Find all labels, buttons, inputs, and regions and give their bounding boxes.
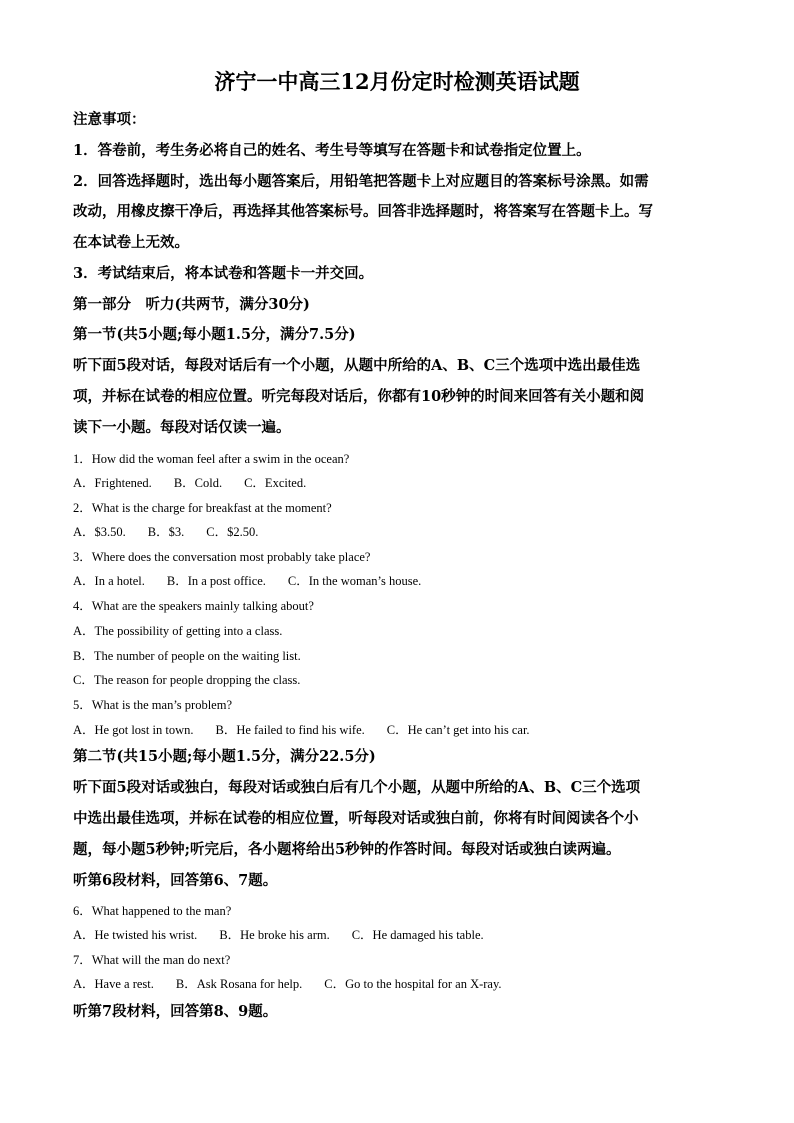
q6-option-b: B．He broke his arm.: [219, 928, 330, 942]
question-4-stem: 4．What are the speakers mainly talking about?: [73, 599, 314, 613]
q7-option-b: B．Ask Rosana for help.: [175, 977, 303, 991]
notice-item-1: 1．答卷前，考生务必将自己的姓名、考生号等填写在答题卡和试卷指定位置上。: [73, 142, 591, 159]
section-2-heading: 第二节(共15小题;每小题1.5分，满分22.5分): [73, 748, 376, 765]
q2-option-a: A．$3.50.: [73, 525, 126, 539]
notice-item-3: 3．考试结束后，将本试卷和答题卡一并交回。: [73, 265, 374, 282]
q3-option-b: B．In a post office.: [166, 574, 266, 588]
question-3-options: [73, 572, 723, 590]
q7-option-a: A．Have a rest.: [73, 977, 154, 991]
section-2-instruction-line-3: 题，每小题5秒钟;听完后，各小题将给出5秒钟的作答时间。每段对话或独白读两遍。: [73, 841, 621, 858]
question-7-options: [73, 975, 723, 993]
question-3-stem: 3．Where does the conversation most probably take place?: [73, 550, 371, 564]
q2-option-c: C．$2.50.: [206, 525, 259, 539]
question-5-options: [73, 721, 723, 739]
material-6-heading: 听第6段材料，回答第6、7题。: [73, 872, 278, 889]
q4-option-b: B．The number of people on the waiting list.: [73, 649, 301, 663]
q5-option-c: C．He can’t get into his car.: [386, 723, 530, 737]
section-1-instruction-line-2: 项，并标在试卷的相应位置。听完每段对话后，你都有10秒钟的时间来回答有关小题和阅: [73, 388, 645, 405]
question-7-stem: 7．What will the man do next?: [73, 953, 231, 967]
notice-heading: 注意事项：: [73, 111, 146, 128]
q1-option-c: C．Excited.: [244, 476, 307, 490]
q3-option-c: C．In the woman’s house.: [287, 574, 422, 588]
question-5-stem: 5．What is the man’s problem?: [73, 698, 232, 712]
q6-option-c: C．He damaged his table.: [351, 928, 484, 942]
notice-item-2-line-2: 改动，用橡皮擦干净后，再选择其他答案标号。回答非选择题时，将答案写在答题卡上。写: [73, 203, 653, 220]
q5-option-b: B．He failed to find his wife.: [215, 723, 365, 737]
part-1-heading: 第一部分 听力(共两节，满分30分): [73, 296, 310, 313]
q1-option-b: B．Cold.: [173, 476, 223, 490]
page-title: 济宁一中高三12月份定时检测英语试题: [214, 69, 580, 94]
q4-option-c: C．The reason for people dropping the class.: [73, 673, 301, 687]
section-2-instruction-line-1: 听下面5段对话或独白，每段对话或独白后有几个小题，从题中所给的A、B、C三个选项: [73, 779, 641, 796]
question-2-options: [73, 523, 723, 541]
question-1-stem: 1．How did the woman feel after a swim in the ocean?: [73, 452, 350, 466]
q3-option-a: A．In a hotel.: [73, 574, 145, 588]
q6-option-a: A．He twisted his wrist.: [73, 928, 198, 942]
question-6-stem: 6．What happened to the man?: [73, 904, 232, 918]
material-7-heading: 听第7段材料，回答第8、9题。: [73, 1003, 278, 1020]
question-6-options: [73, 926, 723, 944]
section-1-heading: 第一节(共5小题;每小题1.5分，满分7.5分): [73, 326, 356, 343]
section-2-instruction-line-2: 中选出最佳选项，并标在试卷的相应位置，听每段对话或独白前，你将有时间阅读各个小: [73, 810, 639, 827]
q4-option-a: A．The possibility of getting into a class.: [73, 624, 283, 638]
notice-item-2-line-3: 在本试卷上无效。: [73, 234, 189, 251]
q7-option-c: C．Go to the hospital for an X-ray.: [324, 977, 502, 991]
q2-option-b: B．$3.: [147, 525, 185, 539]
question-1-options: [73, 474, 723, 492]
q1-option-a: A．Frightened.: [73, 476, 152, 490]
q5-option-a: A．He got lost in town.: [73, 723, 194, 737]
section-1-instruction-line-3: 读下一小题。每段对话仅读一遍。: [73, 419, 291, 436]
section-1-instruction-line-1: 听下面5段对话，每段对话后有一个小题，从题中所给的A、B、C三个选项中选出最佳选: [73, 357, 641, 374]
question-2-stem: 2．What is the charge for breakfast at the moment?: [73, 501, 332, 515]
notice-item-2-line-1: 2．回答选择题时，选出每小题答案后，用铅笔把答题卡上对应题目的答案标号涂黑。如需: [73, 173, 649, 190]
